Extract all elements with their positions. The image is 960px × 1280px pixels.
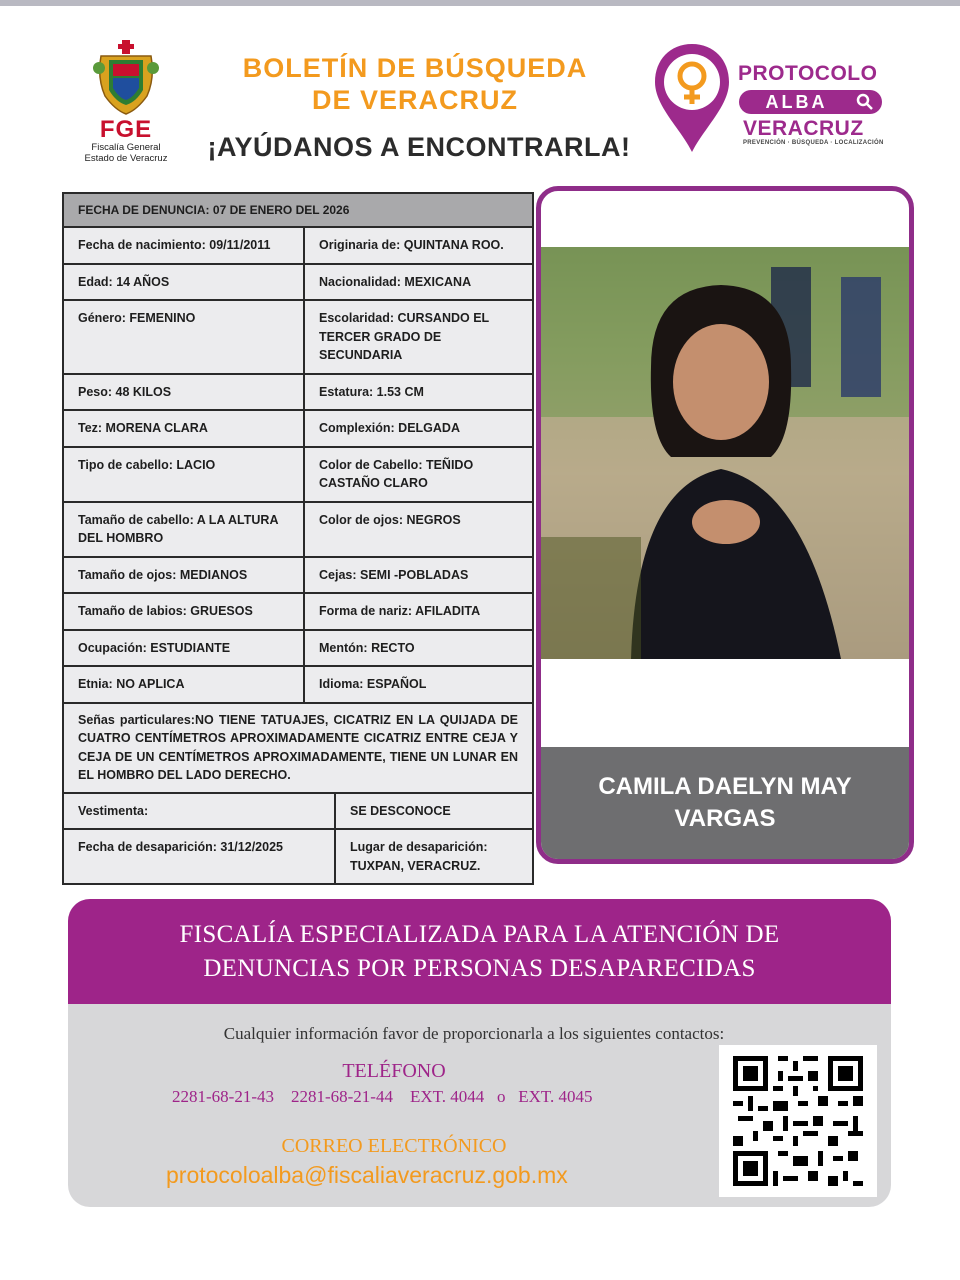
table-row <box>64 375 532 412</box>
complexion-tone: Tez: MORENA CLARA <box>64 411 305 446</box>
eye-color: Color de ojos: NEGROS <box>319 512 461 527</box>
birth-date: Fecha de nacimiento: 09/11/2011 <box>64 228 305 263</box>
contact-section <box>68 1004 891 1207</box>
table-row <box>64 667 532 704</box>
fge-logo <box>74 38 178 166</box>
clothing-value: SE DESCONOCE <box>350 803 451 818</box>
alba-veracruz-text: VERACRUZ <box>743 117 864 140</box>
photo-card <box>536 186 914 864</box>
table-row <box>64 704 532 794</box>
person-silhouette-icon <box>541 247 909 659</box>
gender: Género: FEMENINO <box>64 301 305 373</box>
agency-name: FISCALÍA ESPECIALIZADA PARA LA ATENCIÓN DE DENUNCIAS POR PERSONAS DESAPARECIDAS <box>179 920 780 982</box>
height: Estatura: 1.53 CM <box>319 384 424 399</box>
disappearance-date: Fecha de desaparición: 31/12/2025 <box>64 830 336 883</box>
contact-intro: Cualquier información favor de proporcionarla a los siguientes contactos: <box>223 1024 725 1043</box>
report-date: FECHA DE DENUNCIA: 07 DE ENERO DEL 2026 <box>78 202 350 217</box>
lip-size: Tamaño de labios: GRUESOS <box>64 594 305 629</box>
fge-subtitle-1: Fiscalía General <box>91 142 161 153</box>
bulletin-title-line-2: DE VERACRUZ <box>311 85 518 115</box>
age: Edad: 14 AÑOS <box>64 265 305 300</box>
occupation: Ocupación: ESTUDIANTE <box>64 631 305 666</box>
missing-person-photo <box>541 247 909 659</box>
person-name: CAMILA DAELYN MAY VARGAS <box>598 773 852 832</box>
qr-code-icon <box>733 1055 863 1187</box>
build: Complexión: DELGADA <box>319 421 460 435</box>
help-headline: ¡AYÚDANOS A ENCONTRARLA! <box>207 132 631 162</box>
bulletin-title <box>200 52 630 116</box>
table-row <box>64 594 532 631</box>
table-row <box>64 794 532 831</box>
weight: Peso: 48 KILOS <box>64 375 305 410</box>
table-row <box>64 503 532 558</box>
email-link[interactable]: protocoloalba@fiscaliaveracruz.gob.mx <box>166 1162 568 1188</box>
hair-type: Tipo de cabello: LACIO <box>64 448 305 501</box>
person-name-box <box>541 747 909 859</box>
nose-shape: Forma de nariz: AFILADITA <box>319 604 481 618</box>
person-details-table <box>62 192 534 885</box>
table-row <box>64 301 532 375</box>
table-row <box>64 228 532 265</box>
language: Idioma: ESPAÑOL <box>319 677 427 691</box>
distinguishing-marks: Señas particulares:NO TIENE TATUAJES, CICATRIZ EN LA QUIJADA DE CUATRO CENTÍMETROS APROXIMADAMENTE CICATRIZ ENTRE CEJA Y CEJA DE UN CENTÍMETROS APROXIMADAMENTE, TIENE UN LUNAR EN EL HOMBRO DEL LADO DERECHO. <box>78 712 518 782</box>
table-row <box>64 411 532 448</box>
table-row <box>64 265 532 302</box>
phone-numbers[interactable]: 2281-68-21-43 2281-68-21-44 EXT. 4044 o EXT. 4045 <box>172 1087 593 1106</box>
alba-tagline: PREVENCIÓN · BÚSQUEDA · LOCALIZACIÓN <box>743 140 884 146</box>
agency-banner <box>68 899 891 1004</box>
disappearance-place: Lugar de desaparición: TUXPAN, VERACRUZ. <box>350 840 488 873</box>
coat-of-arms-icon <box>91 38 161 116</box>
qr-code[interactable] <box>719 1045 877 1197</box>
fge-abbreviation: FGE <box>99 116 153 143</box>
table-row <box>64 558 532 595</box>
location-pin-icon <box>650 40 734 156</box>
report-date-row <box>64 194 532 228</box>
chin: Mentón: RECTO <box>319 640 415 655</box>
hair-length: Tamaño de cabello: A LA ALTURA DEL HOMBRO <box>64 503 305 556</box>
phone-label: TELÉFONO <box>342 1060 446 1082</box>
bulletin-title-line-1: BOLETÍN DE BÚSQUEDA <box>242 53 588 83</box>
top-bar <box>0 0 960 6</box>
protocolo-alba-logo <box>650 40 900 160</box>
eyebrows: Cejas: SEMI -POBLADAS <box>319 567 469 582</box>
table-row <box>64 631 532 668</box>
eye-size: Tamaño de ojos: MEDIANOS <box>64 558 305 593</box>
schooling: Escolaridad: CURSANDO EL TERCER GRADO DE SECUNDARIA <box>319 311 489 362</box>
search-icon <box>856 93 874 111</box>
alba-text: ALBA <box>765 92 828 112</box>
email-label: CORREO ELECTRÓNICO <box>281 1135 507 1157</box>
origin: Originaria de: QUINTANA ROO. <box>319 238 504 252</box>
clothing-label: Vestimenta: <box>64 794 336 829</box>
table-row <box>64 830 532 883</box>
table-row <box>64 448 532 503</box>
alba-pill <box>739 90 882 114</box>
fge-subtitle-2: Estado de Veracruz <box>84 153 168 164</box>
nationality: Nacionalidad: MEXICANA <box>319 274 472 289</box>
ethnicity: Etnia: NO APLICA <box>64 667 305 702</box>
alba-protocolo-text: PROTOCOLO <box>738 62 878 85</box>
hair-color: Color de Cabello: TEÑIDO CASTAÑO CLARO <box>319 457 474 490</box>
